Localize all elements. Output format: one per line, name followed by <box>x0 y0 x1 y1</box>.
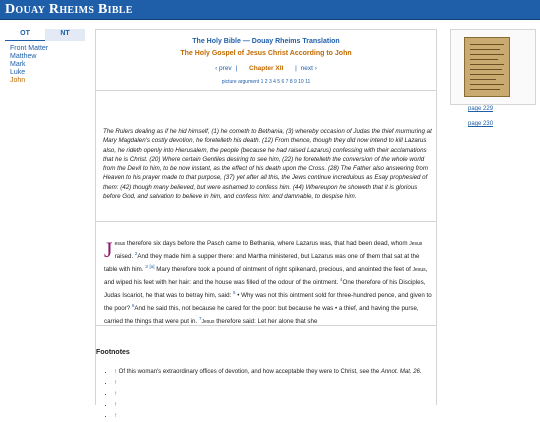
book-title: The Holy Gospel of Jesus Christ According to John <box>180 50 352 57</box>
book-item-john[interactable]: John <box>10 77 26 84</box>
footnote-item <box>114 411 434 422</box>
page-230-link[interactable]: page 230 <box>468 121 494 127</box>
page-text-line <box>470 74 504 75</box>
picture-number[interactable]: 9 <box>293 79 297 85</box>
picture-argument-links <box>96 79 436 85</box>
left-nav <box>5 29 85 405</box>
small-caps-word: Jesus <box>201 319 215 326</box>
nav-separator: | <box>295 65 297 72</box>
footnote-back-link[interactable]: ↑ <box>114 402 117 408</box>
page-text-line <box>470 79 496 80</box>
next-link[interactable]: next › <box>300 65 317 72</box>
verse-2: And they made him a supper there: and Martha ministered, but Lazarus was one of them that sat at the table with him. <box>104 253 420 274</box>
picture-argument-label[interactable]: picture argument <box>221 79 260 85</box>
drop-cap: J <box>104 237 113 262</box>
footnote-reference: Annot. Mat. 26. <box>380 369 422 375</box>
small-caps-word: Jesus <box>412 267 426 274</box>
picture-number[interactable]: 10 <box>298 79 304 85</box>
footnote-item <box>114 389 434 400</box>
small-caps-word: esus <box>114 241 126 247</box>
picture-number[interactable]: 6 <box>281 79 285 85</box>
tab-nt[interactable]: NT <box>45 29 85 41</box>
footnote-back-link[interactable]: ↑ <box>114 369 117 375</box>
chapter-nav <box>96 65 436 72</box>
prev-link[interactable]: ‹ prev <box>215 65 232 72</box>
page-text-line <box>470 44 504 45</box>
footnote-text: Of this woman's extraordinary offices of devotion, and how acceptable they were to Christ, see the <box>117 369 381 375</box>
verse-6: And he said this, not because he cared for the poor: but because he was • a thief, and having the purse, carried the things that were put in. <box>104 305 419 326</box>
book-item-matthew[interactable]: Matthew <box>10 53 37 60</box>
picture-number[interactable]: 5 <box>277 79 281 85</box>
book-item-luke[interactable]: Luke <box>10 69 26 76</box>
footnotes-heading: Footnotes <box>96 349 130 356</box>
picture-number[interactable]: 2 <box>264 79 268 85</box>
verse-3-end: , and wiped his feet with her hair: and the house was filled of the odour of the ointment. <box>104 266 428 287</box>
page-text-line <box>470 84 504 85</box>
small-caps-word: Jesus <box>409 241 423 247</box>
tab-ot[interactable]: OT <box>5 29 45 41</box>
page-text-line <box>470 54 504 55</box>
right-panel <box>448 29 540 405</box>
main-content <box>95 29 437 419</box>
verses-text <box>104 239 434 327</box>
book-list <box>5 45 85 85</box>
testament-tabs <box>5 29 85 41</box>
footnote-back-link[interactable]: ↑ <box>114 413 117 419</box>
footnote-back-link[interactable]: ↑ <box>114 380 117 386</box>
verse-1: therefore six days before the Pasch came to Bethania, where Lazarus was, that had been dead, whom <box>125 240 410 247</box>
site-title[interactable]: Douay Rheims Bible <box>5 2 133 17</box>
verse-number: 2 <box>134 251 138 256</box>
picture-number[interactable]: 1 <box>260 79 264 85</box>
footnote-back-link[interactable]: ↑ <box>114 391 117 397</box>
footnote-item <box>114 378 434 389</box>
page-text-line <box>470 89 500 90</box>
page-text-line <box>470 64 504 65</box>
page-text-line <box>470 49 500 50</box>
page-text-line <box>470 69 502 70</box>
verse-number: 6 <box>131 303 135 309</box>
book-item-mark[interactable]: Mark <box>10 61 26 68</box>
verse-number: 4 <box>339 277 343 283</box>
chapter-summary: The Rulers dealing as if he hid himself, (1) he cometh to Bethania, (3) whereby occasion of Judas the thief murmuring at Mary Magdalen's costly devotion, he foretelleth his death. (12) From thence, though they did now intend to kill Lazarus also, he rideth openly into Hierusalem, the people (because he had raised Lazarus) confessing with their acclamations that he is Christ. (20) Where certain Gentiles desiring to see him, (22) he foretelleth the conversion of the whole world from the Devil to him, to be now instant, as the effect of his death upon the Cross. (28) The Father also answering from Heaven to his prayer made to that purpose, (37) yet after all this, the Jews continue incredulous as Esay prophesied of them: (42) though many believed, but were ashamed to confess him. (44) Whereupon he showeth that it is glorious before God, and salvation to believe in him, and confess him: and damnable, to despise him. <box>103 128 432 201</box>
book-item-front-matter[interactable]: Front Matter <box>10 45 49 52</box>
verse-3: Mary therefore took a pound of ointment of right spikenard, precious, and anointed the feet of <box>154 266 413 274</box>
picture-number[interactable]: 11 <box>305 79 311 85</box>
translation-title: The Holy Bible — Douay Rheims Translation <box>192 38 340 45</box>
footnote-ref-link[interactable]: [a] <box>149 264 155 270</box>
verse-number: 7 <box>198 316 202 322</box>
picture-number[interactable]: 8 <box>289 79 293 85</box>
page-text-line <box>470 59 498 60</box>
footnotes-list <box>104 367 434 422</box>
verse-4: One therefore of his Disciples, Judas Iscariot, he that was to betray him, said: <box>104 279 426 300</box>
chapter-label: Chapter XII <box>249 65 284 72</box>
verse-7: therefore said: Let her alone that she <box>214 318 318 326</box>
top-bar <box>0 0 540 20</box>
chapter-summary-box <box>96 124 436 222</box>
nav-separator: | <box>235 65 238 72</box>
footnote-item <box>114 367 434 378</box>
scanned-page-image[interactable] <box>464 37 510 97</box>
picture-number[interactable]: 3 <box>268 79 272 85</box>
page-image-box <box>450 29 536 105</box>
picture-number[interactable]: 7 <box>285 79 289 85</box>
picture-number[interactable]: 4 <box>273 79 276 85</box>
divider <box>96 325 436 326</box>
verse-number: 5 <box>232 290 236 296</box>
verse-number: 3 <box>145 264 148 270</box>
chapter-header <box>96 29 436 91</box>
verse-5: • Why was not this ointment sold for three-hundred pence, and given to the poor? <box>104 292 432 313</box>
verse-1-end: raised. <box>114 253 134 261</box>
footnote-item <box>114 400 434 411</box>
page-229-link[interactable]: page 229 <box>468 106 494 112</box>
